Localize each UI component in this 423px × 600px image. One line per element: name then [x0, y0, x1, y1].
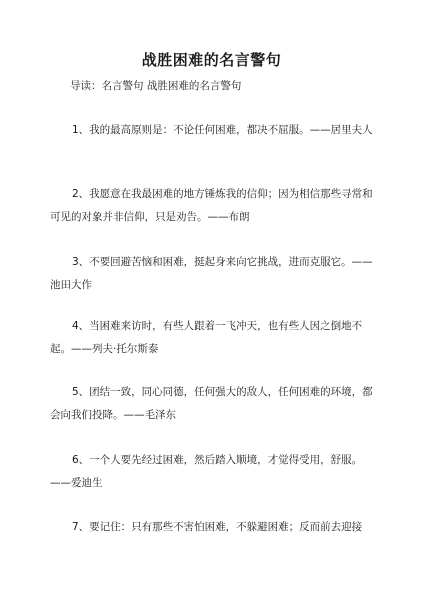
quote-paragraph: 6、一个人要先经过困难，然后踏入顺境，才觉得受用，舒服。——爱迪生 — [50, 454, 363, 489]
quote-paragraph: 2、我愿意在我最困难的地方锤炼我的信仰；因为相信那些寻常和可见的对象并非信仰，只是劝告。——布朗 — [50, 188, 373, 223]
document-title: 战胜困难的名言警句 — [141, 51, 282, 69]
quote-paragraph: 5、团结一致，同心同德，任何强大的敌人，任何困难的环境，都会向我们投降。——毛泽东 — [50, 386, 373, 421]
quote-paragraph: 4、当困难来访时，有些人跟着一飞冲天，也有些人因之倒地不起。——列夫·托尔斯泰 — [50, 320, 363, 355]
quote-paragraph: 7、要记住：只有那些不害怕困难，不躲避困难；反而前去迎接 — [72, 521, 363, 533]
quote-paragraph: 3、不要回避苦恼和困难，挺起身来向它挑战，进而克服它。——池田大作 — [50, 256, 373, 291]
guide-line: 导读：名言警句 战胜困难的名言警句 — [70, 80, 242, 92]
quote-paragraph: 1、我的最高原则是：不论任何困难，都决不屈服。——居里夫人 — [72, 124, 373, 136]
